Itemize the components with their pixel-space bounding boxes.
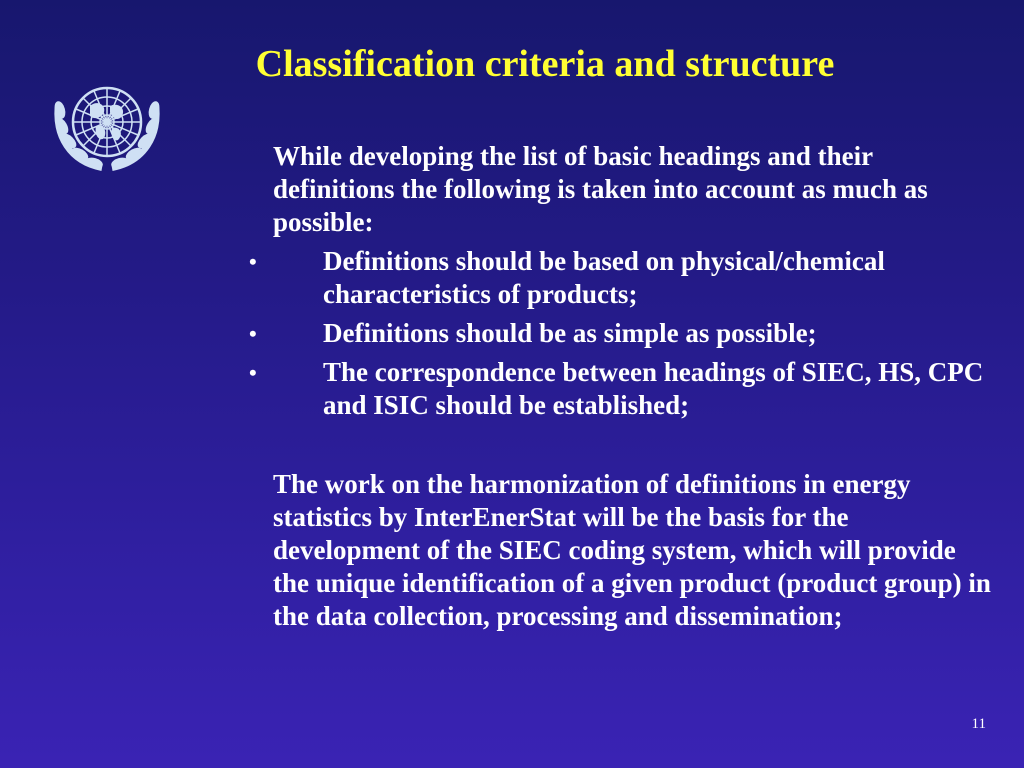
closing-paragraph: The work on the harmonization of definitions in energy statistics by InterEnerStat will be the basis for the development of the SIEC coding system, which will provide the unique identification of a given product (product group) in the data collection, processing and dissemination; xyxy=(273,469,991,631)
list-item xyxy=(245,317,1003,350)
intro-paragraph: While developing the list of basic headings and their definitions the following is taken into account as much as possible: xyxy=(273,141,928,237)
list-item-text: Definitions should be based on physical/chemical characteristics of products; xyxy=(323,246,885,309)
list-item xyxy=(245,245,1003,311)
list-item-text: The correspondence between headings of SIEC, HS, CPC and ISIC should be established; xyxy=(323,357,984,420)
list-item xyxy=(245,356,1003,422)
page-number: 11 xyxy=(971,716,986,732)
slide-body xyxy=(245,140,1005,633)
criteria-list xyxy=(245,245,1005,422)
bullet-icon: • xyxy=(249,321,257,346)
bullet-icon: • xyxy=(249,360,257,385)
list-item-text: Definitions should be as simple as possible; xyxy=(323,318,817,348)
un-emblem-icon xyxy=(50,76,164,174)
slide-title: Classification criteria and structure xyxy=(255,43,835,85)
bullet-icon: • xyxy=(249,249,257,274)
